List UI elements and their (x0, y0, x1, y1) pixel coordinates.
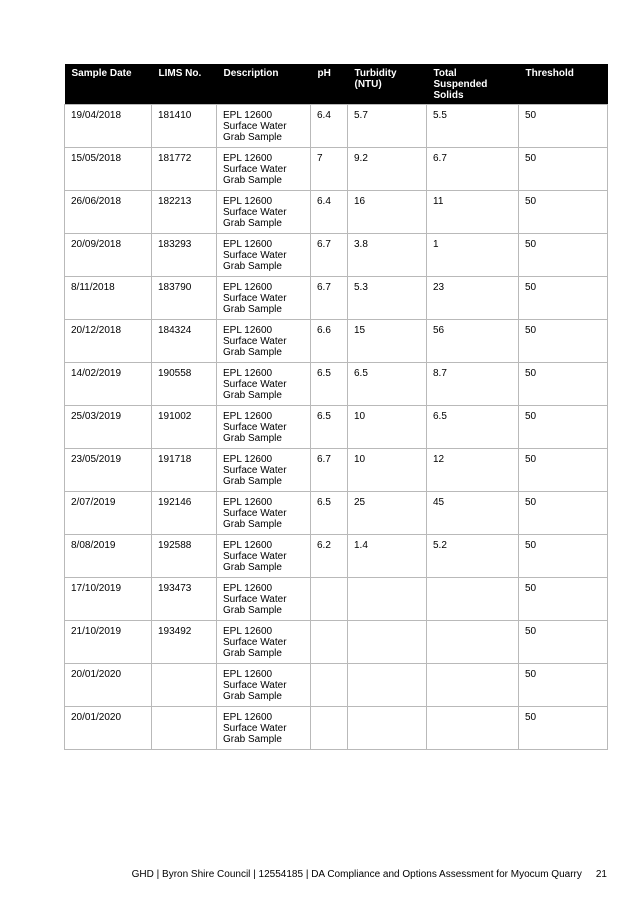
table-row (65, 621, 608, 664)
cell-threshold: 50 (519, 492, 608, 535)
cell-lims-no: 193492 (152, 621, 217, 664)
cell-ph: 6.4 (311, 105, 348, 148)
cell-ph: 7 (311, 148, 348, 191)
table-body (65, 105, 608, 750)
cell-lims-no: 181410 (152, 105, 217, 148)
cell-turbidity: 9.2 (348, 148, 427, 191)
cell-threshold: 50 (519, 621, 608, 664)
table-row (65, 492, 608, 535)
cell-turbidity: 25 (348, 492, 427, 535)
cell-turbidity: 16 (348, 191, 427, 234)
cell-ph: 6.7 (311, 277, 348, 320)
cell-sample-date: 14/02/2019 (65, 363, 152, 406)
cell-sample-date: 2/07/2019 (65, 492, 152, 535)
footer-text: GHD | Byron Shire Council | 12554185 | DA Compliance and Options Assessment for Myocum Quarry (131, 869, 582, 880)
cell-description: EPL 12600 Surface Water Grab Sample (217, 406, 311, 449)
cell-turbidity: 10 (348, 449, 427, 492)
cell-threshold: 50 (519, 535, 608, 578)
cell-threshold: 50 (519, 148, 608, 191)
cell-sample-date: 20/01/2020 (65, 707, 152, 750)
cell-total-suspended-solids: 6.5 (427, 406, 519, 449)
table-row (65, 449, 608, 492)
water-sample-results-table (64, 64, 608, 750)
cell-description: EPL 12600 Surface Water Grab Sample (217, 621, 311, 664)
cell-total-suspended-solids (427, 664, 519, 707)
cell-lims-no: 192146 (152, 492, 217, 535)
cell-total-suspended-solids (427, 621, 519, 664)
cell-threshold: 50 (519, 277, 608, 320)
cell-description: EPL 12600 Surface Water Grab Sample (217, 105, 311, 148)
cell-ph (311, 707, 348, 750)
cell-description: EPL 12600 Surface Water Grab Sample (217, 277, 311, 320)
cell-total-suspended-solids: 5.2 (427, 535, 519, 578)
cell-turbidity (348, 578, 427, 621)
table-row (65, 234, 608, 277)
cell-sample-date: 26/06/2018 (65, 191, 152, 234)
cell-sample-date: 15/05/2018 (65, 148, 152, 191)
cell-total-suspended-solids: 45 (427, 492, 519, 535)
column-header-ph: pH (311, 64, 348, 105)
cell-total-suspended-solids: 8.7 (427, 363, 519, 406)
cell-total-suspended-solids: 6.7 (427, 148, 519, 191)
cell-threshold: 50 (519, 105, 608, 148)
cell-sample-date: 19/04/2018 (65, 105, 152, 148)
cell-ph (311, 664, 348, 707)
cell-sample-date: 23/05/2019 (65, 449, 152, 492)
cell-description: EPL 12600 Surface Water Grab Sample (217, 320, 311, 363)
cell-lims-no (152, 707, 217, 750)
table-row (65, 664, 608, 707)
cell-total-suspended-solids: 56 (427, 320, 519, 363)
cell-total-suspended-solids: 23 (427, 277, 519, 320)
cell-description: EPL 12600 Surface Water Grab Sample (217, 234, 311, 277)
cell-turbidity: 6.5 (348, 363, 427, 406)
cell-ph: 6.4 (311, 191, 348, 234)
column-header-total-suspended-solids: Total Suspended Solids (427, 64, 519, 105)
cell-sample-date: 20/01/2020 (65, 664, 152, 707)
cell-lims-no: 192588 (152, 535, 217, 578)
cell-threshold: 50 (519, 320, 608, 363)
column-header-turbidity: Turbidity (NTU) (348, 64, 427, 105)
column-header-sample-date: Sample Date (65, 64, 152, 105)
cell-total-suspended-solids: 11 (427, 191, 519, 234)
cell-lims-no: 191718 (152, 449, 217, 492)
table-row (65, 191, 608, 234)
cell-description: EPL 12600 Surface Water Grab Sample (217, 148, 311, 191)
cell-turbidity: 10 (348, 406, 427, 449)
page-number: 21 (595, 869, 607, 880)
cell-turbidity: 15 (348, 320, 427, 363)
cell-sample-date: 20/09/2018 (65, 234, 152, 277)
cell-description: EPL 12600 Surface Water Grab Sample (217, 578, 311, 621)
cell-description: EPL 12600 Surface Water Grab Sample (217, 492, 311, 535)
table-row (65, 277, 608, 320)
cell-description: EPL 12600 Surface Water Grab Sample (217, 664, 311, 707)
cell-ph: 6.7 (311, 449, 348, 492)
cell-threshold: 50 (519, 449, 608, 492)
cell-turbidity: 3.8 (348, 234, 427, 277)
cell-lims-no (152, 664, 217, 707)
cell-lims-no: 190558 (152, 363, 217, 406)
cell-ph: 6.5 (311, 363, 348, 406)
cell-lims-no: 184324 (152, 320, 217, 363)
cell-ph: 6.2 (311, 535, 348, 578)
cell-sample-date: 17/10/2019 (65, 578, 152, 621)
table-header-row (65, 64, 608, 105)
cell-sample-date: 25/03/2019 (65, 406, 152, 449)
table-row (65, 406, 608, 449)
cell-total-suspended-solids: 12 (427, 449, 519, 492)
cell-ph: 6.6 (311, 320, 348, 363)
cell-lims-no: 183790 (152, 277, 217, 320)
cell-ph: 6.7 (311, 234, 348, 277)
cell-sample-date: 21/10/2019 (65, 621, 152, 664)
cell-total-suspended-solids (427, 578, 519, 621)
table-row (65, 578, 608, 621)
page-footer (0, 869, 607, 881)
column-header-description: Description (217, 64, 311, 105)
cell-turbidity (348, 621, 427, 664)
cell-total-suspended-solids (427, 707, 519, 750)
cell-ph (311, 578, 348, 621)
cell-sample-date: 8/11/2018 (65, 277, 152, 320)
column-header-threshold: Threshold (519, 64, 608, 105)
cell-description: EPL 12600 Surface Water Grab Sample (217, 707, 311, 750)
cell-ph: 6.5 (311, 406, 348, 449)
table-row (65, 148, 608, 191)
cell-turbidity: 5.7 (348, 105, 427, 148)
table-row (65, 535, 608, 578)
cell-sample-date: 8/08/2019 (65, 535, 152, 578)
cell-turbidity: 5.3 (348, 277, 427, 320)
table-row (65, 707, 608, 750)
cell-ph: 6.5 (311, 492, 348, 535)
table-row (65, 105, 608, 148)
cell-threshold: 50 (519, 363, 608, 406)
cell-ph (311, 621, 348, 664)
cell-description: EPL 12600 Surface Water Grab Sample (217, 363, 311, 406)
cell-turbidity (348, 664, 427, 707)
cell-lims-no: 182213 (152, 191, 217, 234)
cell-description: EPL 12600 Surface Water Grab Sample (217, 535, 311, 578)
cell-threshold: 50 (519, 406, 608, 449)
cell-description: EPL 12600 Surface Water Grab Sample (217, 449, 311, 492)
cell-threshold: 50 (519, 234, 608, 277)
cell-threshold: 50 (519, 664, 608, 707)
cell-sample-date: 20/12/2018 (65, 320, 152, 363)
cell-threshold: 50 (519, 707, 608, 750)
cell-total-suspended-solids: 5.5 (427, 105, 519, 148)
cell-turbidity: 1.4 (348, 535, 427, 578)
cell-threshold: 50 (519, 578, 608, 621)
cell-lims-no: 181772 (152, 148, 217, 191)
table-row (65, 320, 608, 363)
cell-threshold: 50 (519, 191, 608, 234)
cell-lims-no: 183293 (152, 234, 217, 277)
cell-description: EPL 12600 Surface Water Grab Sample (217, 191, 311, 234)
cell-total-suspended-solids: 1 (427, 234, 519, 277)
column-header-lims-no: LIMS No. (152, 64, 217, 105)
cell-lims-no: 193473 (152, 578, 217, 621)
cell-lims-no: 191002 (152, 406, 217, 449)
table-row (65, 363, 608, 406)
cell-turbidity (348, 707, 427, 750)
